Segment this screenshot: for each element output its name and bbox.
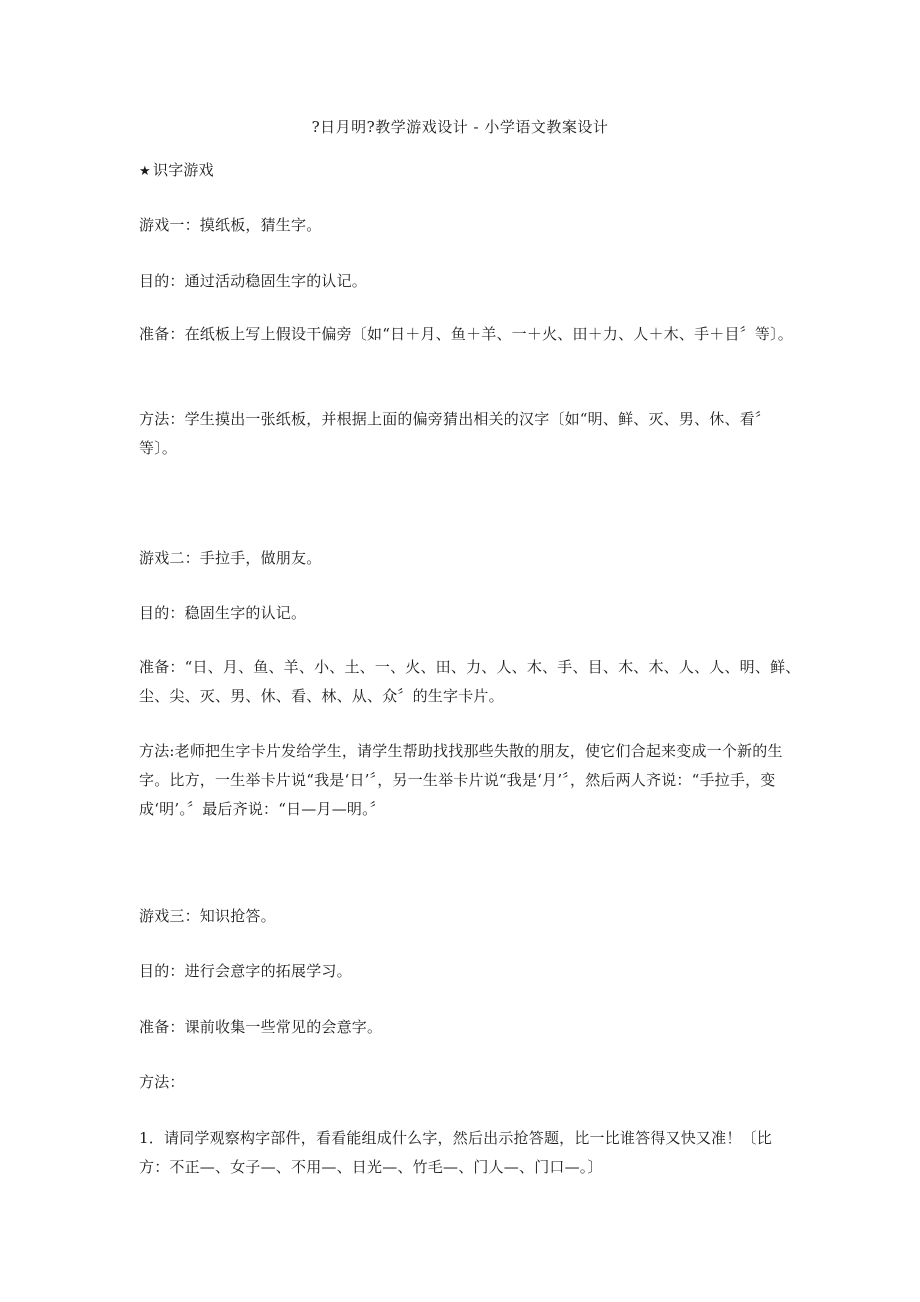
- game1-method: 方法：学生摸出一张纸板，并根据上面的偏旁猜出相关的汉字〔如“明、鲜、灭、男、休、看〞等〕。: [139, 410, 771, 457]
- game2-name: 游戏二：手拉手，做朋友。: [139, 549, 322, 567]
- star-icon: ★: [139, 164, 151, 179]
- game1-name: 游戏一：摸纸板，猜生字。: [139, 216, 322, 234]
- game3-prep: 准备：课前收集一些常见的会意字。: [139, 1018, 383, 1036]
- game3-name: 游戏三：知识抢答。: [139, 907, 276, 925]
- game3-goal: 目的：进行会意字的拓展学习。: [139, 962, 352, 980]
- page-title: ?日月明?教学游戏设计 - 小学语文教案设计: [311, 118, 609, 136]
- game1-prep: 准备：在纸板上写上假设干偏旁〔如“日＋月、鱼＋羊、一＋火、田＋力、人＋木、手＋目〞等〕。: [139, 325, 793, 343]
- game2-prep: 准备：“日、月、鱼、羊、小、土、一、火、田、力、人、木、手、目、木、木、人、人、明、鲜、尘、尖、灭、男、休、看、林、从、众〞的生字卡片。: [139, 658, 801, 705]
- game2-goal: 目的：稳固生字的认记。: [139, 604, 307, 622]
- section-heading-text: 识字游戏: [153, 161, 214, 179]
- game2-method: 方法:老师把生字卡片发给学生，请学生帮助找找那些失散的朋友，使它们合起来变成一个新的生字。比方，一生举卡片说“我是‘日’〞，另一生举卡片说“我是‘月’〞，然后两人齐说：“手拉手，变成‘明’。〞最后齐说：“日—月—明。〞: [139, 742, 783, 818]
- game3-step1: 1．请同学观察构字部件，看看能组成什么字，然后出示抢答题，比一比谁答得又快又准！〔比方：不正—、女子—、不用—、日光—、竹毛—、门人—、门口—。〕: [139, 1129, 772, 1176]
- game1-goal: 目的：通过活动稳固生字的认记。: [139, 272, 368, 290]
- section-heading: [139, 155, 801, 187]
- game3-method-label: 方法：: [139, 1073, 185, 1091]
